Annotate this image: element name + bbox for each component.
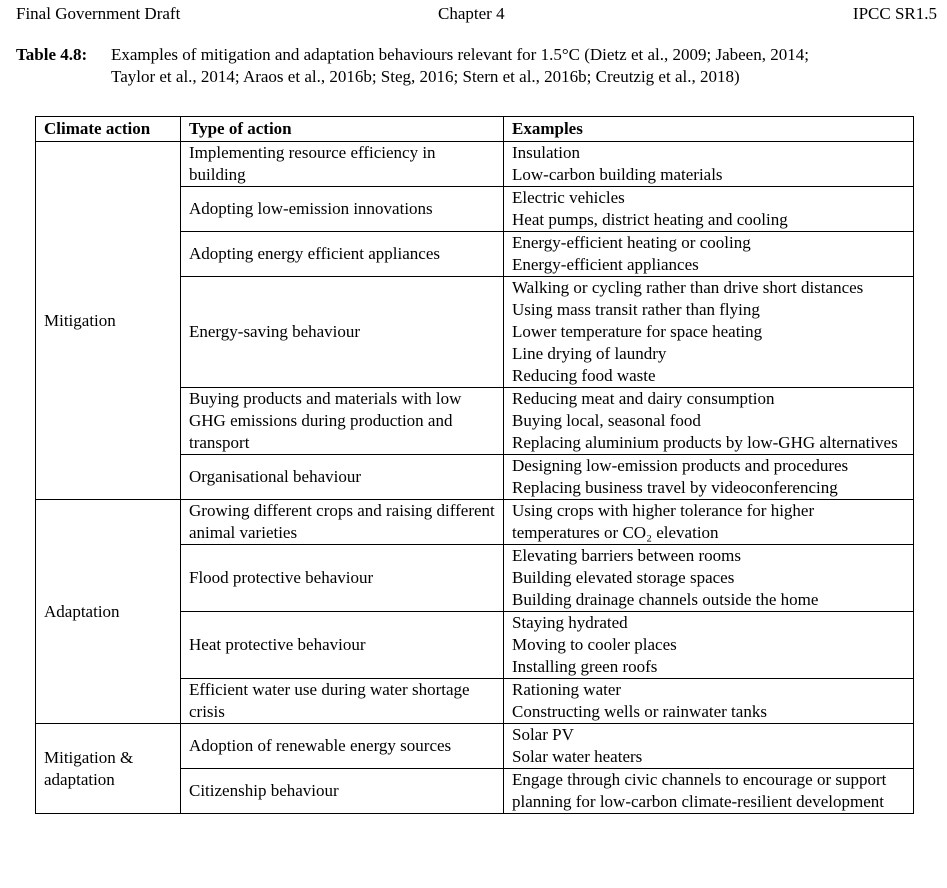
group-cell-adaptation: Adaptation <box>36 500 181 724</box>
table-body <box>36 142 914 814</box>
examples-cell <box>504 612 914 679</box>
example-line: Replacing aluminium products by low-GHG alternatives <box>512 433 898 452</box>
example-line: Staying hydrated <box>512 613 628 632</box>
example-line: Using crops with higher tolerance for higher <box>512 501 815 520</box>
table-row <box>36 724 914 769</box>
column-header-examples: Examples <box>504 117 914 142</box>
caption-label: Table 4.8: <box>16 45 88 64</box>
examples-cell <box>504 388 914 455</box>
behaviours-table <box>35 116 914 814</box>
caption-line-1: Examples of mitigation and adaptation behaviours relevant for 1.5°C (Dietz et al., 2009; Jabeen, 2014; <box>111 45 809 64</box>
example-line: Solar PV <box>512 725 574 744</box>
table-row <box>36 142 914 187</box>
example-line: Building drainage channels outside the home <box>512 590 819 609</box>
examples-cell <box>504 277 914 388</box>
type-cell: Growing different crops and raising different animal varieties <box>181 500 504 545</box>
type-cell: Citizenship behaviour <box>181 769 504 814</box>
examples-cell <box>504 142 914 187</box>
example-line: Elevating barriers between rooms <box>512 546 741 565</box>
example-line: Lower temperature for space heating <box>512 322 763 341</box>
example-line: Line drying of laundry <box>512 344 667 363</box>
example-line: Constructing wells or rainwater tanks <box>512 702 767 721</box>
table-row <box>36 500 914 545</box>
example-line: Installing green roofs <box>512 657 658 676</box>
example-line: Designing low-emission products and procedures <box>512 456 849 475</box>
example-line: Replacing business travel by videoconferencing <box>512 478 838 497</box>
example-line: Moving to cooler places <box>512 635 677 654</box>
examples-cell <box>504 455 914 500</box>
example-line: Engage through civic channels to encourage or support planning for low-carbon climate-resilient development <box>512 770 887 811</box>
example-line: Solar water heaters <box>512 747 643 766</box>
type-cell: Energy-saving behaviour <box>181 277 504 388</box>
examples-cell <box>504 769 914 814</box>
column-header-climate-action: Climate action <box>36 117 181 142</box>
examples-cell <box>504 724 914 769</box>
type-cell: Flood protective behaviour <box>181 545 504 612</box>
caption-line-2: Taylor et al., 2014; Araos et al., 2016b; Steg, 2016; Stern et al., 2016b; Creutzig et al., 2018) <box>111 67 740 86</box>
column-header-type-of-action: Type of action <box>181 117 504 142</box>
type-cell: Adopting energy efficient appliances <box>181 232 504 277</box>
example-line: temperatures or CO₂ elevation <box>512 523 719 542</box>
examples-cell <box>504 679 914 724</box>
example-line: Rationing water <box>512 680 622 699</box>
examples-cell <box>504 545 914 612</box>
type-cell: Implementing resource efficiency in building <box>181 142 504 187</box>
table-caption <box>16 44 936 88</box>
type-cell: Heat protective behaviour <box>181 612 504 679</box>
group-cell-mitigation-adaptation: Mitigation & adaptation <box>36 724 181 814</box>
examples-cell <box>504 187 914 232</box>
example-line: Insulation <box>512 143 580 162</box>
running-header-center: Chapter 4 <box>438 4 505 23</box>
example-line: Walking or cycling rather than drive short distances <box>512 278 864 297</box>
type-cell: Buying products and materials with low GHG emissions during production and transport <box>181 388 504 455</box>
type-cell: Organisational behaviour <box>181 455 504 500</box>
table-header-row <box>36 117 914 142</box>
example-line: Building elevated storage spaces <box>512 568 735 587</box>
example-line: Reducing food waste <box>512 366 656 385</box>
running-header-left: Final Government Draft <box>16 4 181 23</box>
example-line: Energy-efficient heating or cooling <box>512 233 751 252</box>
example-line: Heat pumps, district heating and cooling <box>512 210 788 229</box>
group-cell-mitigation: Mitigation <box>36 142 181 500</box>
running-header-right: IPCC SR1.5 <box>852 4 937 23</box>
example-line: Reducing meat and dairy consumption <box>512 389 775 408</box>
example-line: Using mass transit rather than flying <box>512 300 760 319</box>
examples-cell <box>504 500 914 545</box>
type-cell: Efficient water use during water shortage crisis <box>181 679 504 724</box>
example-line: Buying local, seasonal food <box>512 411 701 430</box>
example-line: Electric vehicles <box>512 188 625 207</box>
examples-cell <box>504 232 914 277</box>
type-cell: Adopting low-emission innovations <box>181 187 504 232</box>
example-line: Low-carbon building materials <box>512 165 723 184</box>
type-cell: Adoption of renewable energy sources <box>181 724 504 769</box>
example-line: Energy-efficient appliances <box>512 255 699 274</box>
